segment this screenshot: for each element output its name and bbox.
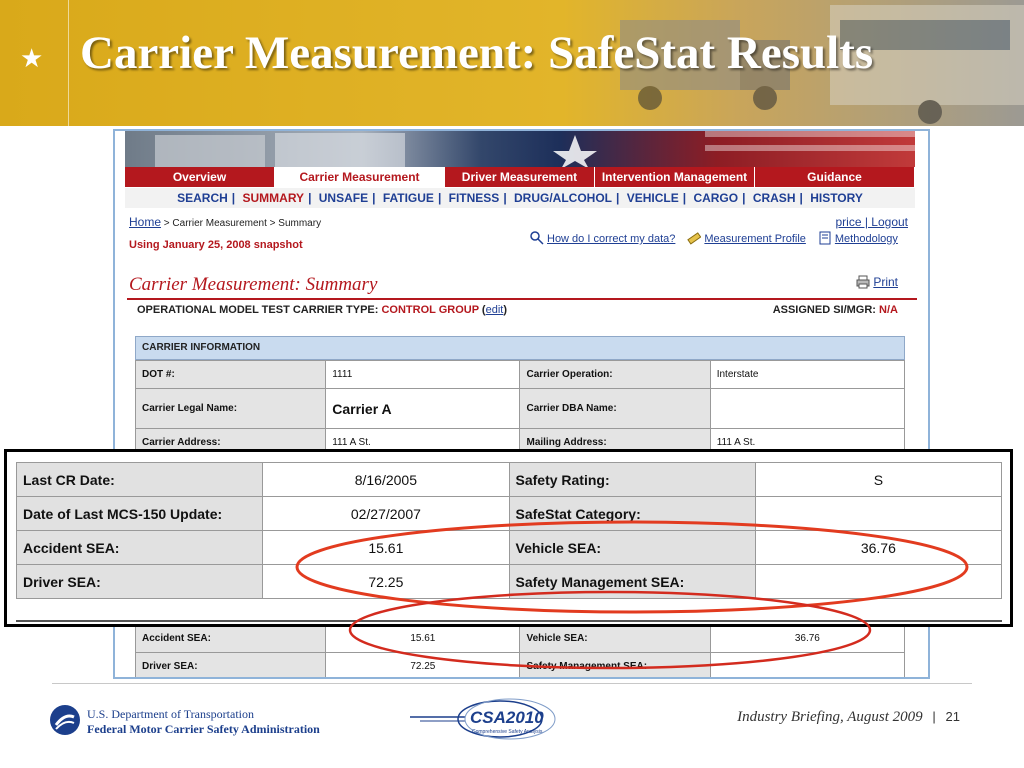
snapshot-date: Using January 25, 2008 snapshot [129,239,303,251]
svg-text:CSA2010: CSA2010 [470,708,544,727]
help-links [530,231,898,245]
subnav-history[interactable]: HISTORY [810,191,863,205]
assigned-simgr: ASSIGNED SI/MGR: N/A [772,304,898,316]
table-row: Driver SEA: 72.25 Safety Management SEA: [17,565,1002,599]
subnav-vehicle[interactable]: VEHICLE [626,191,679,205]
page-title: Carrier Measurement: Summary [129,274,378,295]
breadcrumb-home-link[interactable]: Home [129,215,162,229]
carrier-info-table [135,360,905,457]
table-row: DOT #: 1111 Carrier Operation: Interstate [136,361,905,389]
subnav-fitness[interactable]: FITNESS [448,191,500,205]
carrier-info-header: CARRIER INFORMATION [135,336,905,360]
slide-title: Carrier Measurement: SafeStat Results [80,27,874,79]
star-icon: ★ [20,44,44,74]
subnav-crash[interactable]: CRASH [752,191,796,205]
slide-header [0,0,1024,126]
breadcrumb [129,215,321,229]
tab-intervention-management[interactable]: Intervention Management [595,167,755,187]
subnav-drug-alcohol[interactable]: DRUG/ALCOHOL [514,191,613,205]
svg-text:Comprehensive Safety Analysis: Comprehensive Safety Analysis [472,729,543,735]
zoom-bottom-rule [16,620,1002,622]
main-nav [125,167,915,187]
edit-link[interactable]: edit [485,304,504,316]
table-row: Carrier Legal Name: Carrier A Carrier DBA Name: [136,389,905,429]
print-link[interactable]: Print [856,275,898,289]
tab-overview[interactable]: Overview [125,167,275,187]
measurement-profile-link[interactable]: Measurement Profile [704,233,806,245]
carrier-type-value: CONTROL GROUP [381,304,479,316]
tab-carrier-measurement[interactable]: Carrier Measurement [275,167,445,187]
table-row: Carrier Address: 111 A St. Mailing Address: 111 A St. [136,429,905,457]
ruler-icon [687,231,701,245]
csa2010-logo [410,697,560,743]
subnav-summary[interactable]: SUMMARY [242,191,305,205]
header-divider [68,0,69,126]
subnav-cargo[interactable]: CARGO [693,191,739,205]
dot-seal-logo [50,705,80,735]
correct-data-link[interactable]: How do I correct my data? [547,233,676,245]
price-logout-links[interactable]: price | Logout [835,215,908,229]
magnifier-help-icon [530,231,544,245]
table-row: Accident SEA: 15.61 Vehicle SEA: 36.76 [17,531,1002,565]
site-banner [125,131,915,169]
sub-nav: SEARCH | SUMMARY | UNSAFE | FATIGUE | FITNESS | DRUG/ALCOHOL | VEHICLE | CARGO | CRASH | HISTORY [125,188,915,208]
table-row: Driver SEA: 72.25 Safety Management SEA: [136,653,905,680]
table-row: Accident SEA: 15.61 Vehicle SEA: 36.76 [136,625,905,653]
subnav-fatigue[interactable]: FATIGUE [382,191,434,205]
title-rule [127,298,917,300]
document-icon [818,231,832,245]
methodology-link[interactable]: Methodology [834,233,898,245]
subnav-unsafe[interactable]: UNSAFE [318,191,369,205]
dot-agency-name: U.S. Department of Transportation Federal Motor Carrier Safety Administration [87,707,320,736]
flag-star-decoration [125,131,915,169]
page-number: 21 [945,709,960,724]
operational-model-line: OPERATIONAL MODEL TEST CARRIER TYPE: CONTROL GROUP (edit) [137,304,508,316]
footer-rule [52,683,972,684]
table-row: Last CR Date: 8/16/2005 Safety Rating: S [17,463,1002,497]
zoomed-results-table [4,449,1013,627]
sea-table-small [135,624,905,679]
subnav-search[interactable]: SEARCH [177,191,228,205]
printer-icon [856,275,870,289]
tab-driver-measurement[interactable]: Driver Measurement [445,167,595,187]
footer-briefing: Industry Briefing, August 2009 | 21 [737,709,960,725]
table-row: Date of Last MCS-150 Update: 02/27/2007 SafeStat Category: [17,497,1002,531]
breadcrumb-rest: > Carrier Measurement > Summary [161,218,322,229]
tab-guidance[interactable]: Guidance [755,167,915,187]
